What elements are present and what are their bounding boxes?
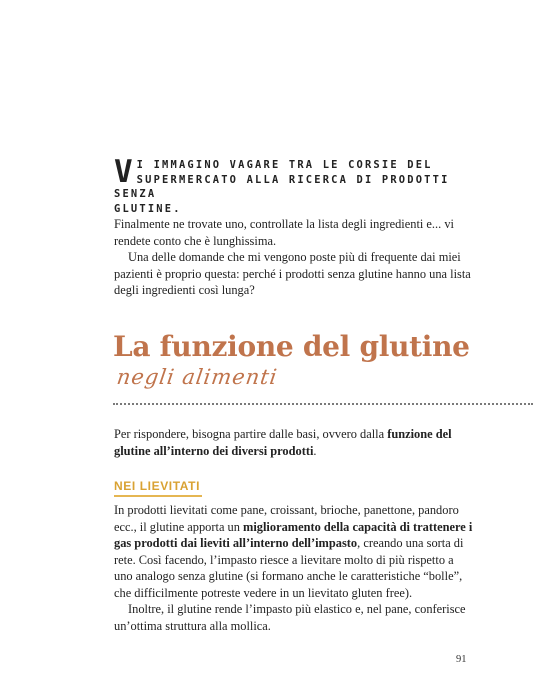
caps-line-1: I IMMAGINO VAGARE TRA LE CORSIE DEL: [136, 159, 433, 171]
intro-paragraph-2: Una delle domande che mi vengono poste più di frequente dai miei pazienti è proprio questa: perché i prodotti senza glutine hanno una lista degli ingredienti così lunga?: [114, 250, 471, 297]
lead-text-1: Per rispondere, bisogna partire dalle basi, ovvero dalla: [114, 427, 388, 441]
section-subheading: negli alimenti: [115, 365, 280, 389]
subsection-label: NEI LIEVITATI: [114, 479, 201, 493]
caps-line-2: SUPERMERCATO ALLA RICERCA DI PRODOTTI SENZA: [114, 173, 450, 200]
dotted-divider: [113, 403, 533, 405]
p1-text-a: In prodotti lievitati come pane, croissant, brioche, panettone, pandoro ecc., il glutine apporta un: [114, 503, 459, 534]
page-number: 91: [456, 654, 467, 665]
intro-caps-text: [114, 156, 474, 216]
lead-paragraph: [114, 426, 474, 459]
p1-bold: miglioramento della capacità di trattenere i gas prodotti dai lieviti all’interno dell’impasto: [114, 519, 473, 550]
section-heading: La funzione del glutine: [113, 330, 470, 363]
intro-paragraph-1: Finalmente ne trovate uno, controllate la lista degli ingredienti e... vi rendete conto che è lunghissima.: [114, 217, 454, 248]
drop-cap: V: [114, 154, 133, 190]
caps-line-3: GLUTINE.: [114, 202, 182, 215]
intro-block: [114, 156, 474, 299]
p1-text-b: , creando una sorta di rete. Così facendo, l’impasto riesce a lievitare molto di più rispetto a uno analogo senza glutine (si formano anche le caratteristiche “bolle”, che difficilmente potreste vedere in un lievitato gluten free).: [114, 536, 464, 600]
subsection-paragraph-2: Inoltre, il glutine rende l’impasto più elastico e, nel pane, conferisce un’ottima struttura alla mollica.: [114, 602, 466, 633]
subsection-underline: [114, 495, 202, 497]
subsection-body: [114, 502, 474, 634]
lead-bold: funzione del glutine all’interno dei diversi prodotti: [114, 427, 452, 458]
subsection-paragraph-1: [114, 502, 474, 601]
lead-text-2: .: [313, 443, 317, 458]
